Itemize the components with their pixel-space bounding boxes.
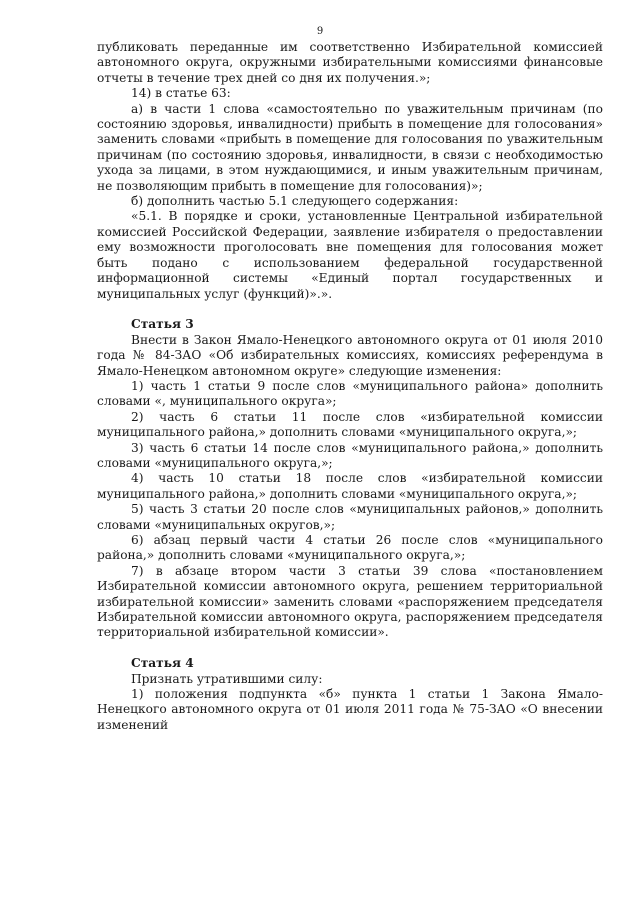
article-3-item-3: 3) часть 6 статьи 14 после слов «муниципального района,» дополнить словами «муниципального округа,»; [97, 440, 603, 470]
article-4-intro: Признать утратившими силу: [131, 671, 323, 686]
paragraph-continuation: публиковать переданные им соответственно Избирательной комиссией автономного округа, окружными избирательными комиссиями финансовые отчеты в течение трех дней со дня их получения.»; [97, 40, 603, 85]
article-3-item-1: 1) часть 1 статьи 9 после слов «муниципального района» дополнить словами «, муниципального округа»; [97, 378, 603, 409]
paragraph-subitem-a: а) в части 1 слова «самостоятельно по уважительным причинам (по состоянию здоровья, инвалидности) прибыть в помещение для голосования» заменить словами «прибыть в помещение для голосования по уважительным причинам (по состоянию здоровья, инвалидности, в связи с необходимостью ухода за лицами, в этом нуждающимися, и иным уважительным причинам, не позволяющим прибыть в помещение для голосования)»; [97, 101, 603, 193]
article-3-item-5: 5) часть 3 статьи 20 после слов «муниципальных районов,» дополнить словами «муниципальных округов,»; [97, 502, 603, 532]
paragraph-part-5-1: «5.1. В порядке и сроки, установленные Центральной избирательной комиссией Российской Федерации, заявление избирателя о предоставлении ему возможности проголосовать вне помещения для голосования может быть подано с использованием федеральной государственной информационной системы «Единый портал государственных и муниципальных услуг (функций)».». [97, 209, 603, 301]
article-3-item-4: 4) часть 10 статьи 18 после слов «избирательной комиссии муниципального района,» дополнить словами «муниципального округа,»; [97, 471, 603, 501]
paragraph-subitem-b: б) дополнить частью 5.1 следующего содержания: [131, 194, 459, 209]
article-4-heading: Статья 4 [131, 656, 194, 671]
page-number: 9 [316, 26, 324, 37]
article-3-item-7: 7) в абзаце втором части 3 статьи 39 слова «постановлением Избирательной комиссии автономного округа, решением территориальной избирательной комиссии» заменить словами «распоряжением председателя Избирательной комиссии автономного округа, распоряжением председателя территориальной избирательной комиссии». [97, 563, 603, 640]
article-3-item-2: 2) часть 6 статьи 11 после слов «избирательной комиссии муниципального района,» дополнить словами «муниципального округа,»; [97, 409, 603, 440]
article-3-heading: Статья 3 [131, 317, 194, 332]
paragraph-item-14: 14) в статье 63: [131, 86, 231, 101]
article-3-intro: Внести в Закон Ямало-Ненецкого автономного округа от 01 июля 2010 года № 84-ЗАО «Об избирательных комиссиях, комиссиях референдума в Ямало-Ненецком автономном округе» следующие изменения: [97, 332, 603, 378]
article-3-item-6: 6) абзац первый части 4 статьи 26 после слов «муниципального района,» дополнить словами «муниципального округа,»; [97, 532, 603, 563]
article-4-item-1: 1) положения подпункта «б» пункта 1 статьи 1 Закона Ямало-Ненецкого автономного округа от 01 июля 2011 года № 75-ЗАО «О внесении изменений [97, 687, 603, 732]
document-body [97, 40, 603, 733]
